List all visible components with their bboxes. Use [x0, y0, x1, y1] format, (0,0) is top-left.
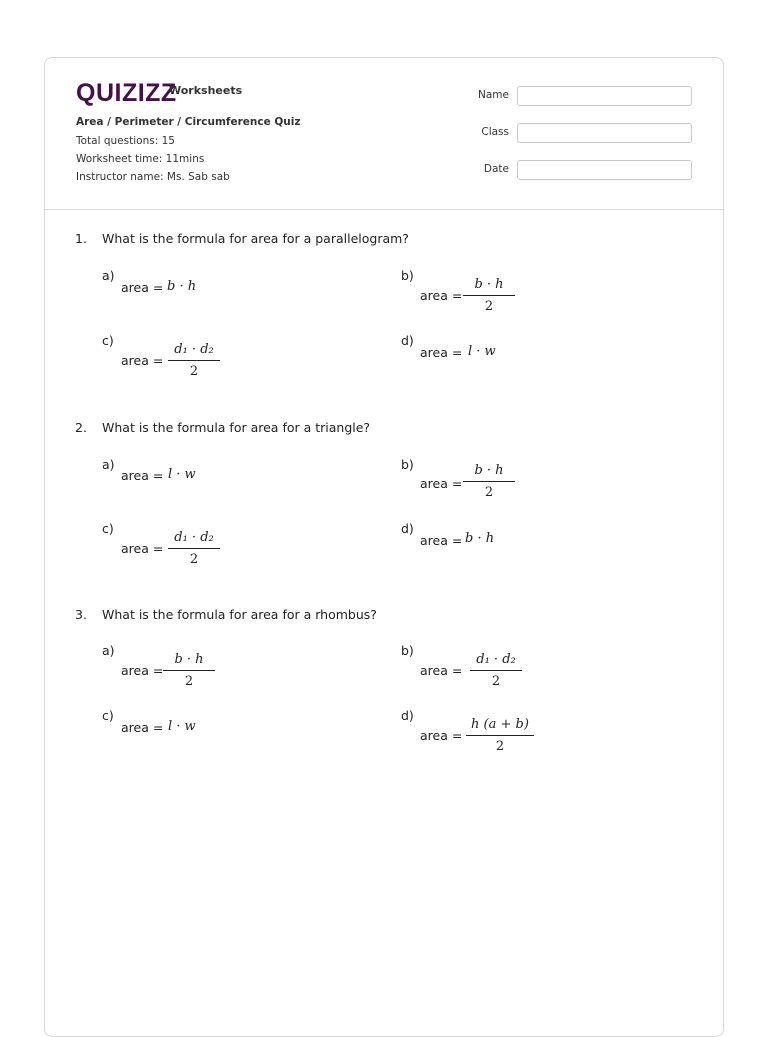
fraction-denominator: 2 [495, 739, 505, 754]
option-prefix: area = [121, 353, 164, 368]
option-letter: b) [401, 643, 414, 658]
question-number: 3. [75, 607, 87, 622]
option-letter: d) [401, 521, 414, 536]
option-letter: c) [102, 521, 114, 536]
option-prefix: area = [420, 533, 463, 548]
fraction-numerator: b · h [174, 652, 204, 667]
fraction-bar [470, 670, 522, 671]
fraction-numerator: b · h [474, 463, 504, 478]
option-fraction [163, 651, 215, 690]
worksheet-header [45, 58, 723, 210]
option-fraction [168, 341, 220, 380]
option-letter: b) [401, 268, 414, 283]
option-letter: a) [102, 268, 115, 283]
fraction-numerator: b · h [474, 277, 504, 292]
option-prefix: area = [121, 663, 164, 678]
fraction-numerator: h (a + b) [471, 717, 529, 732]
fraction-denominator: 2 [484, 485, 494, 500]
option-letter: d) [401, 708, 414, 723]
name-label: Name [478, 89, 509, 101]
date-label: Date [483, 163, 509, 175]
option-letter: a) [102, 643, 115, 658]
question-text: What is the formula for area for a parallelogram? [102, 231, 409, 246]
worksheet-time: Worksheet time: 11mins [76, 153, 205, 165]
fraction-denominator: 2 [491, 674, 501, 689]
fraction-denominator: 2 [189, 364, 199, 379]
fraction-numerator: d₁ · d₂ [476, 652, 516, 667]
option-prefix: area = [420, 288, 463, 303]
instructor-name: Instructor name: Ms. Sab sab [76, 171, 230, 183]
option-letter: c) [102, 708, 114, 723]
option-formula: b · h [167, 279, 197, 294]
total-questions: Total questions: 15 [76, 135, 175, 147]
option-formula: l · w [168, 467, 196, 482]
option-fraction [168, 529, 220, 568]
question-number: 2. [75, 420, 87, 435]
fraction-bar [168, 360, 220, 361]
option-letter: d) [401, 333, 414, 348]
date-field[interactable] [517, 160, 692, 180]
class-label: Class [481, 126, 509, 138]
fraction-numerator: d₁ · d₂ [174, 530, 214, 545]
fraction-denominator: 2 [189, 552, 199, 567]
quizizz-logo: QUIZIZZ [76, 79, 177, 107]
option-letter: a) [102, 457, 115, 472]
fraction-bar [163, 670, 215, 671]
question-number: 1. [75, 231, 87, 246]
option-formula: l · w [168, 719, 196, 734]
fraction-denominator: 2 [484, 299, 494, 314]
option-letter: c) [102, 333, 114, 348]
option-prefix: area = [420, 728, 463, 743]
option-prefix: area = [121, 468, 164, 483]
option-formula: l · w [468, 344, 496, 359]
name-field[interactable] [517, 86, 692, 106]
quiz-title: Area / Perimeter / Circumference Quiz [76, 116, 301, 128]
question-text: What is the formula for area for a triangle? [102, 420, 371, 435]
option-fraction [463, 462, 515, 501]
fraction-bar [463, 295, 515, 296]
class-field[interactable] [517, 123, 692, 143]
fraction-bar [463, 481, 515, 482]
fraction-bar [466, 735, 534, 736]
fraction-bar [168, 548, 220, 549]
option-prefix: area = [121, 541, 164, 556]
fraction-denominator: 2 [184, 674, 194, 689]
option-fraction [463, 276, 515, 315]
option-prefix: area = [121, 280, 164, 295]
option-prefix: area = [420, 663, 463, 678]
option-fraction [466, 716, 534, 755]
option-prefix: area = [121, 720, 164, 735]
fraction-numerator: d₁ · d₂ [174, 342, 214, 357]
question-text: What is the formula for area for a rhombus? [102, 607, 377, 622]
option-letter: b) [401, 457, 414, 472]
option-fraction [470, 651, 522, 690]
option-prefix: area = [420, 476, 463, 491]
option-formula: b · h [465, 531, 495, 546]
logo-suffix: Worksheets [169, 84, 243, 97]
option-prefix: area = [420, 345, 463, 360]
